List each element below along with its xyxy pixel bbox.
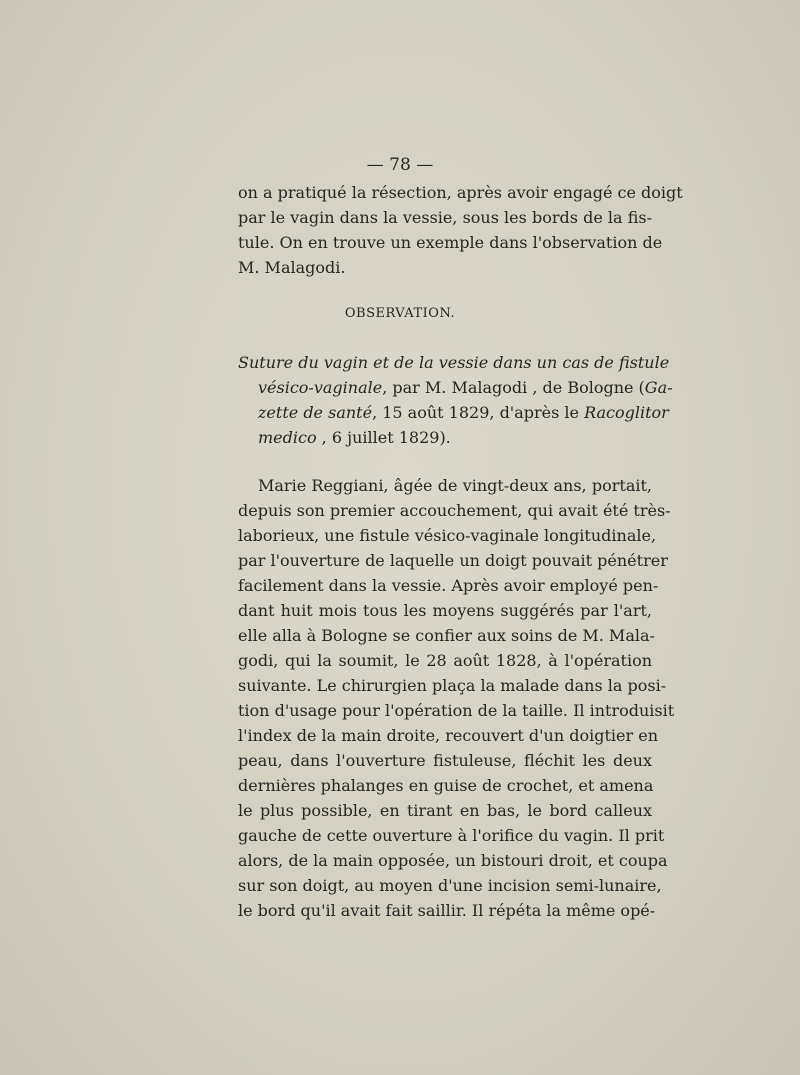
citation-journal: Ga- — [644, 378, 673, 397]
page-number: — 78 — — [366, 155, 434, 175]
body-line: l'index de la main droite, recouvert d'un doigtier en — [238, 726, 659, 745]
intro-line: par le vagin dans la vessie, sous les bords de la fis- — [238, 208, 652, 227]
citation-title: Suture du vagin et de la vessie dans un cas de fistule — [238, 353, 670, 372]
citation-line — [258, 428, 451, 448]
citation-line — [238, 353, 670, 373]
body-line: le bord qu'il avait fait saillir. Il répéta la même opé- — [238, 901, 656, 920]
citation-source: Racoglitor — [584, 403, 669, 422]
citation-source: medico — [258, 428, 317, 447]
body-line: gauche de cette ouverture à l'orifice du vagin. Il prit — [238, 826, 665, 845]
section-heading: OBSERVATION. — [344, 306, 456, 321]
body-line: elle alla à Bologne se confier aux soins de M. Mala- — [238, 626, 655, 645]
body-line: suivante. Le chirurgien plaça la malade dans la posi- — [238, 676, 667, 695]
body-line: le plus possible, en tirant en bas, le bord calleux — [238, 801, 652, 820]
citation-journal: zette de santé — [258, 403, 373, 422]
intro-line: M. Malagodi. — [238, 258, 346, 277]
body-line: godi, qui la soumit, le 28 août 1828, à l'opération — [238, 651, 652, 670]
body-line: dant huit mois tous les moyens suggérés par l'art, — [238, 601, 652, 620]
citation-date: , 15 août 1829, d'après le — [372, 403, 585, 422]
body-line: sur son doigt, au moyen d'une incision semi-lunaire, — [238, 876, 662, 895]
body-line: dernières phalanges en guise de crochet, et amena — [238, 776, 654, 795]
citation-line — [258, 403, 669, 423]
body-line: depuis son premier accouchement, qui avait été très- — [238, 501, 671, 520]
citation-date: , 6 juillet 1829). — [316, 428, 451, 447]
citation-author: , par M. Malagodi , de Bologne ( — [382, 378, 645, 397]
intro-line: tule. On en trouve un exemple dans l'observation de — [238, 233, 663, 252]
body-line: alors, de la main opposée, un bistouri droit, et coupa — [238, 851, 668, 870]
body-line: facilement dans la vessie. Après avoir employé pen- — [238, 576, 659, 595]
intro-line: on a pratiqué la résection, après avoir engagé ce doigt — [238, 183, 683, 202]
body-line: Marie Reggiani, âgée de vingt-deux ans, portait, — [258, 476, 652, 495]
body-line: tion d'usage pour l'opération de la taille. Il introduisit — [238, 701, 675, 720]
citation-title-end: vésico-vaginale — [258, 378, 383, 397]
citation-line — [258, 378, 673, 398]
body-line: peau, dans l'ouverture fistuleuse, fléchit les deux — [238, 751, 652, 770]
body-line: laborieux, une fistule vésico-vaginale longitudinale, — [238, 526, 657, 545]
body-line: par l'ouverture de laquelle un doigt pouvait pénétrer — [238, 551, 668, 570]
